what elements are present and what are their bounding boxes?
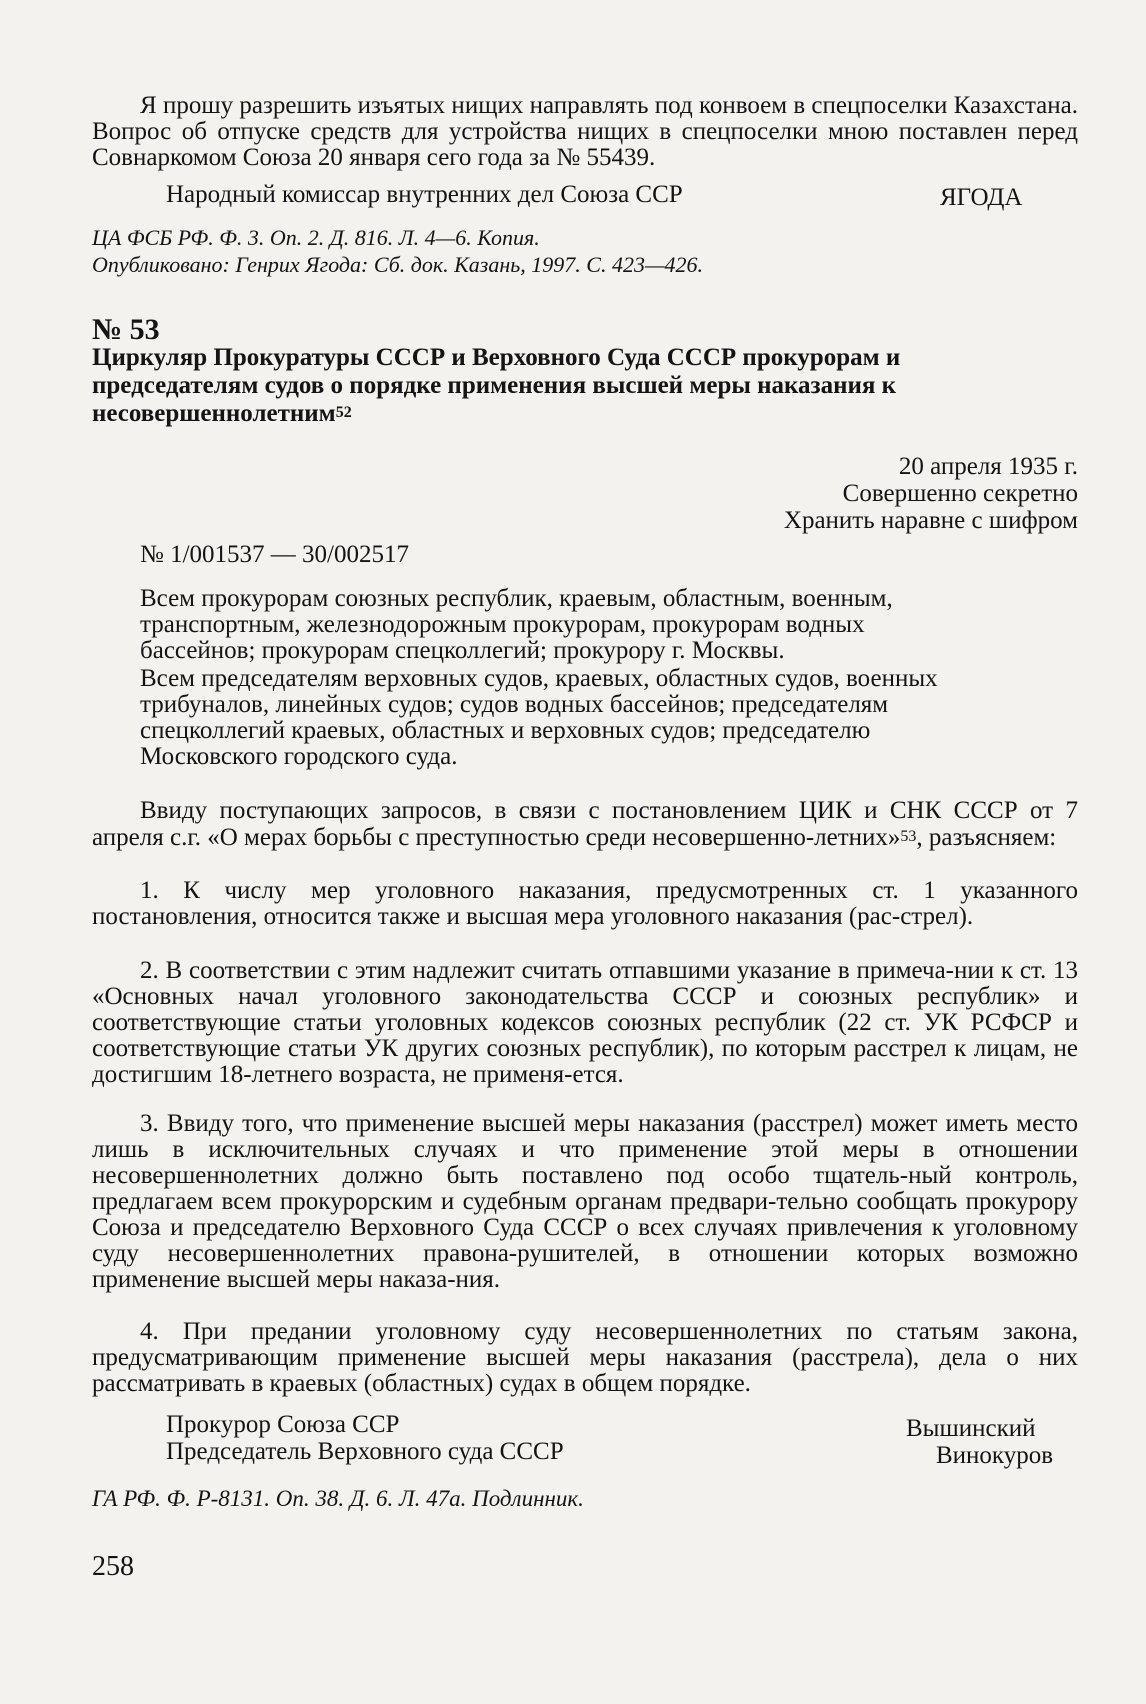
signatory-title-court: Председатель Верховного суда СССР	[166, 1438, 564, 1465]
title-footnote-ref: 52	[335, 404, 352, 421]
previous-signatory-title: Народный комиссар внутренних дел Союза ССР	[166, 181, 683, 208]
addressees-courts: Всем председателям верховных судов, краевых, областных судов, военных трибуналов, линейных судов; судов водных бассейнов; председателям спецколлегий краевых, областных и верховных судов; председателю Московского городского суда.	[140, 665, 938, 770]
document-number: № 53	[92, 313, 160, 346]
document-title-text: Циркуляр Прокуратуры СССР и Верховного Суда СССР прокурорам и председателям судов о порядке применения высшей меры наказания к несовершеннолетним	[92, 344, 901, 427]
intro-text: Ввиду поступающих запросов, в связи с постановлением ЦИК и СНК СССР от 7 апреля с.г. «О мерах борьбы с преступностью среди несовершенно-летних»	[92, 797, 1078, 851]
previous-doc-paragraph: Я прошу разрешить изъятых нищих направлять под конвоем в спецпоселки Казахстана. Вопрос об отпуске средств для устройства нищих в спецпоселки мною поставлен перед Совнаркомом Союза 20 января сего года за № 55439.	[92, 92, 1078, 171]
document-date: 20 апреля 1935 г.	[898, 453, 1078, 480]
point-1: 1. К числу мер уголовного наказания, предусмотренных ст. 1 указанного постановления, относится также и высшая мера уголовного наказания (рас-стрел).	[92, 877, 1078, 930]
page-number: 258	[92, 1551, 134, 1582]
signatory-title-prosecutor: Прокурор Союза ССР	[166, 1411, 400, 1438]
previous-source-line-1: ЦА ФСБ РФ. Ф. 3. Оп. 2. Д. 816. Л. 4—6. Копия.	[92, 225, 540, 250]
intro-footnote-ref: 53	[900, 828, 917, 845]
document-title	[92, 344, 1052, 428]
intro-paragraph	[92, 797, 1078, 851]
point-3: 3. Ввиду того, что применение высшей меры наказания (расстрел) может иметь место лишь в исключительных случаях и что применение этой меры в отношении несовершеннолетних должно быть поставлено под особо тщатель-ный контроль, предлагаем всем прокурорским и судебным органам предвари-тельно сообщать прокурору Союза и председателю Верховного Суда СССР о всех случаях привлечения к уголовному суду несовершеннолетних правона-рушителей, в отношении которых возможно применение высшей меры наказа-ния.	[92, 1110, 1078, 1293]
secrecy-stamp: Совершенно секретно	[842, 480, 1078, 507]
previous-source-line-2: Опубликовано: Генрих Ягода: Сб. док. Казань, 1997. С. 423—426.	[92, 252, 704, 277]
signatory-name-prosecutor: Вышинский	[906, 1415, 1036, 1442]
signatory-name-court: Винокуров	[936, 1442, 1054, 1469]
point-2: 2. В соответствии с этим надлежит считать отпавшими указание в примеча-нии к ст. 13 «Основных начал уголовного законодательства СССР и союзных республик» и соответствующие статьи уголовных кодексов союзных республик (22 ст. УК РСФСР и соответствующие статьи УК других союзных республик), по которым расстрел к лицам, не достигшим 18-летнего возраста, не применя-ется.	[92, 957, 1078, 1088]
addressees-prosecutors: Всем прокурорам союзных республик, краевым, областным, военным, транспортным, железнодорожным прокурорам, прокурорам водных бассейнов; прокурорам спецколлегий; прокурору г. Москвы.	[140, 585, 893, 664]
point-4: 4. При предании уголовному суду несовершеннолетних по статьям закона, предусматривающим применение высшей меры наказания (расстрела), дела о них рассматривать в краевых (областных) судах в общем порядке.	[92, 1318, 1078, 1397]
registration-number: № 1/001537 — 30/002517	[140, 541, 409, 568]
previous-signatory-name: ЯГОДА	[940, 184, 1023, 211]
handling-note: Хранить наравне с шифром	[783, 507, 1078, 534]
archive-source: ГА РФ. Ф. Р-8131. Оп. 38. Д. 6. Л. 47а. Подлинник.	[92, 1486, 584, 1511]
intro-tail: , разъясняем:	[916, 824, 1057, 851]
